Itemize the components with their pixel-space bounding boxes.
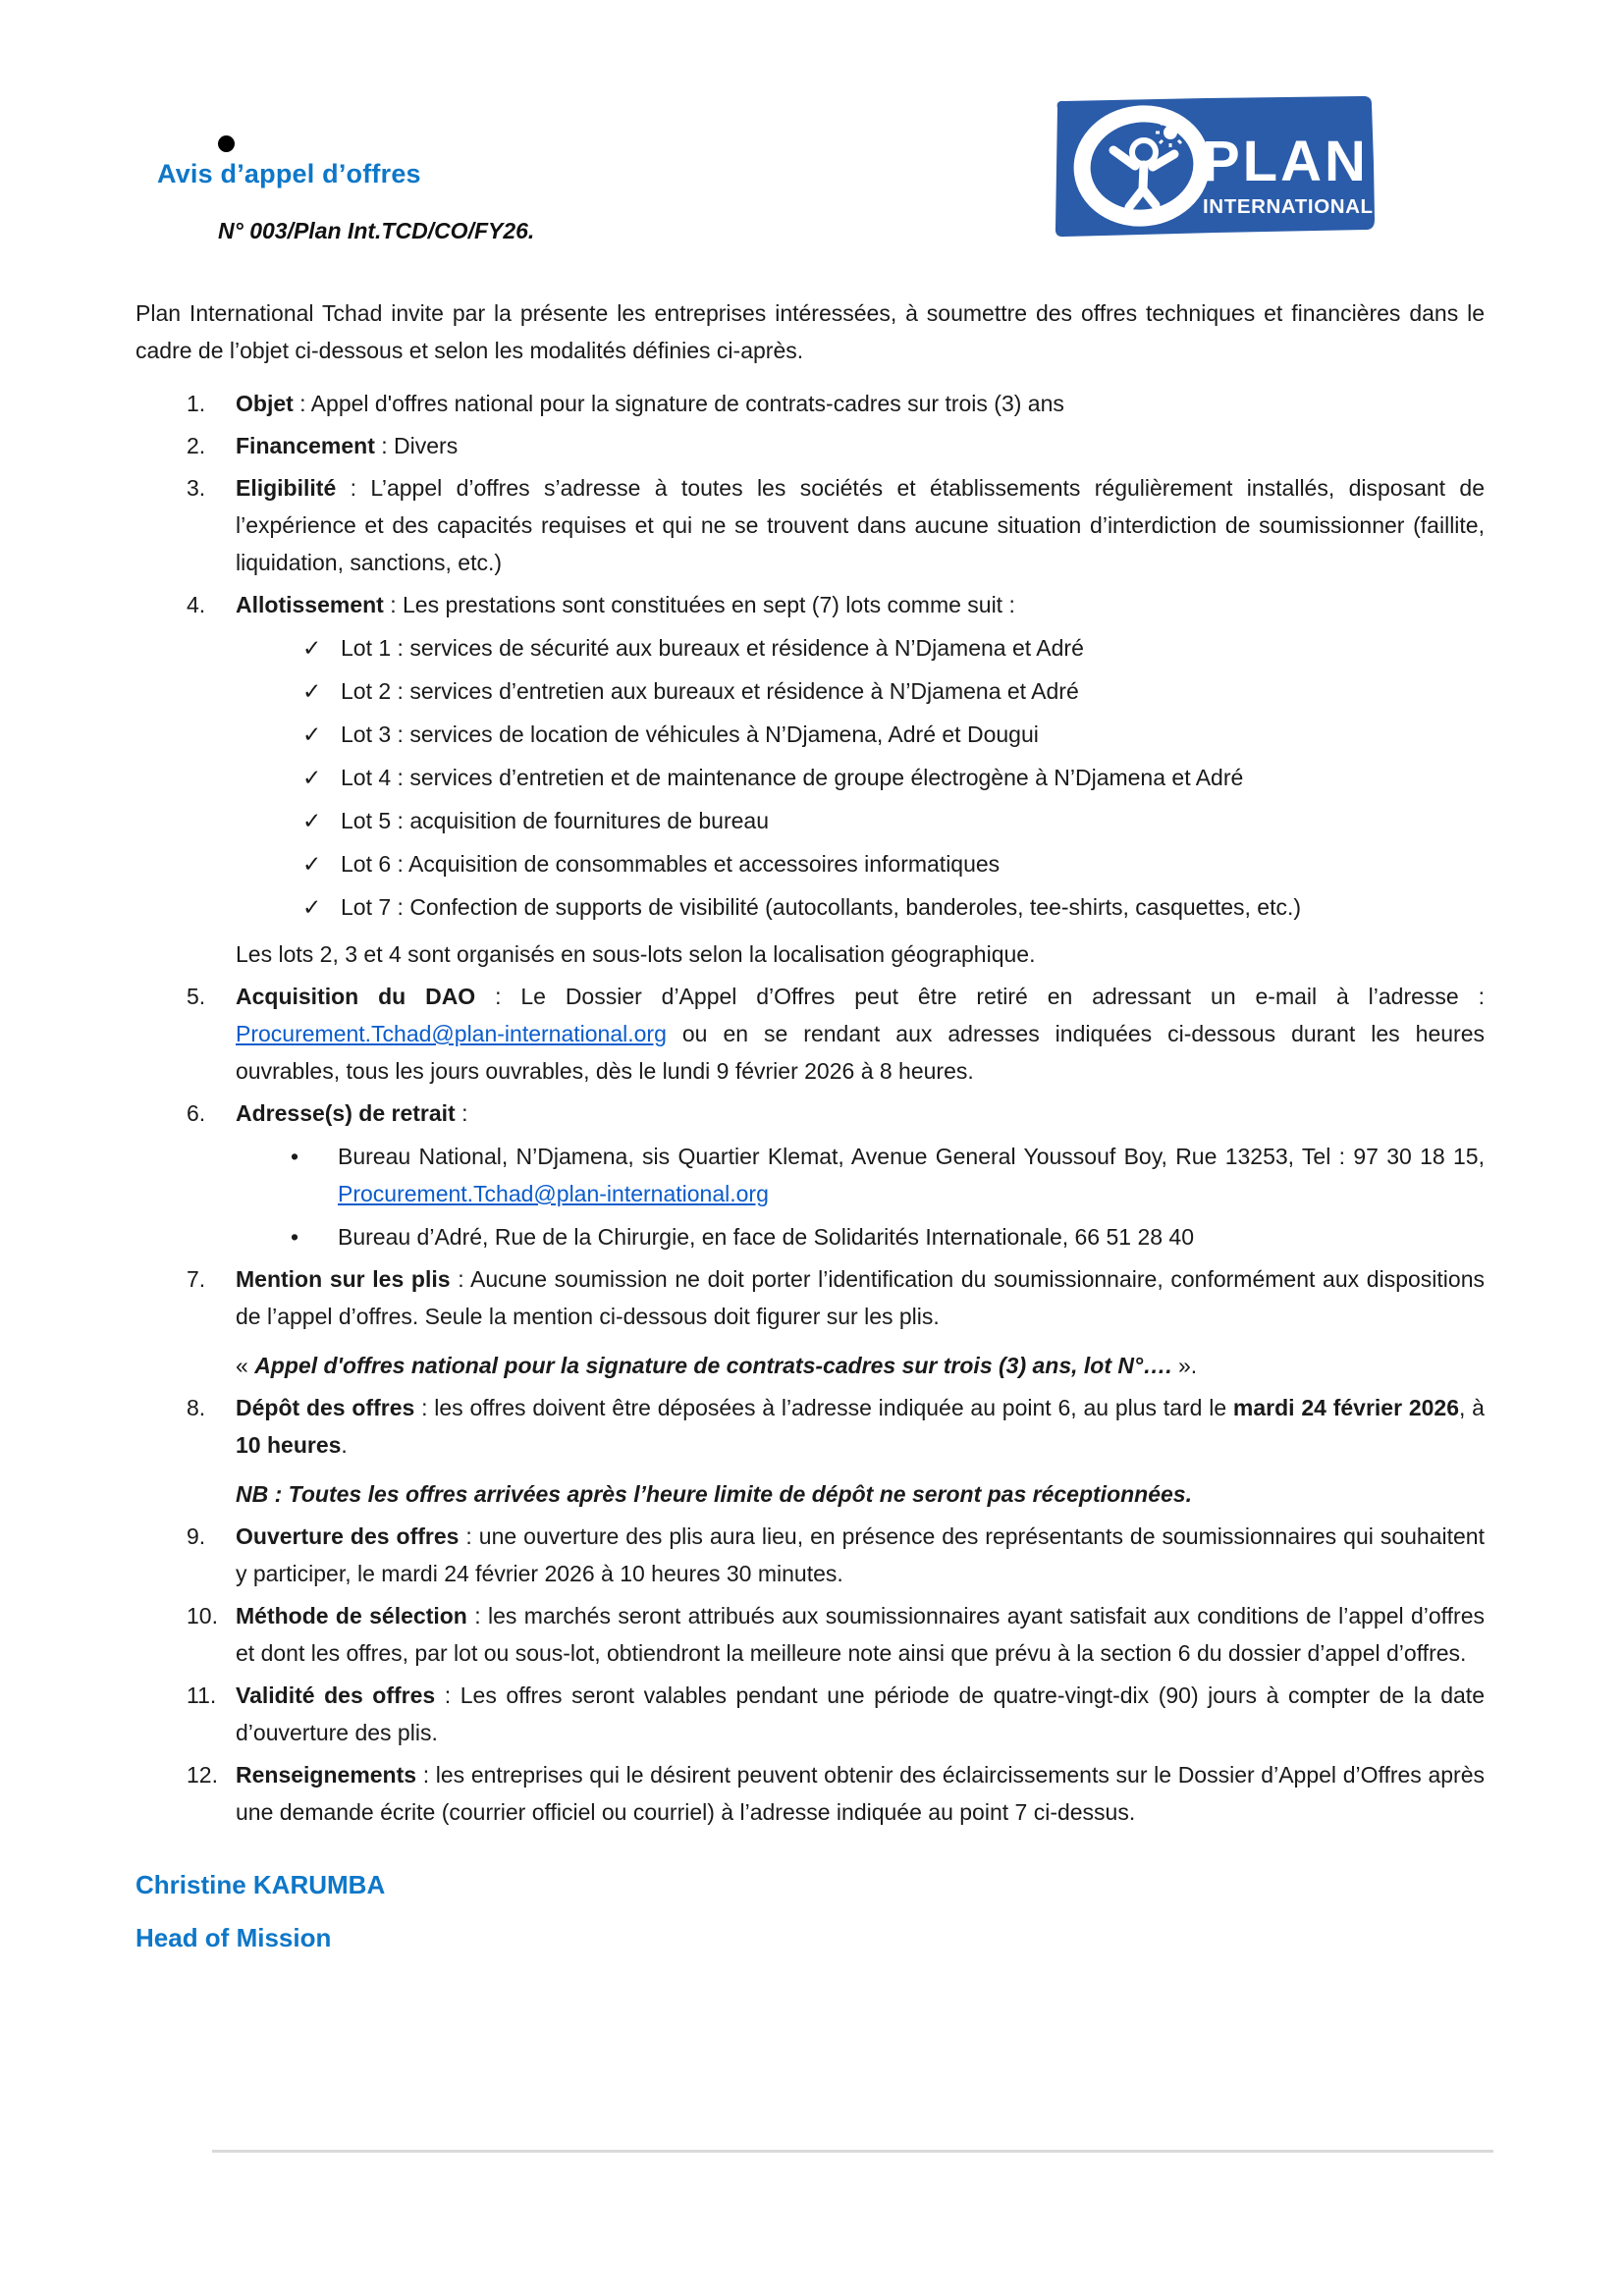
- item-body: [236, 427, 1485, 464]
- check-icon: ✓: [302, 721, 322, 747]
- item-text: [236, 1518, 1485, 1592]
- checklist-item: [236, 888, 1485, 926]
- list-item: [135, 1389, 1485, 1513]
- text-run: :: [455, 1100, 468, 1126]
- text-run: Eligibilité: [236, 475, 337, 501]
- item-number: 9.: [187, 1523, 206, 1549]
- list-item: [135, 586, 1485, 973]
- signature-title: Head of Mission: [135, 1923, 332, 1952]
- item-number: 4.: [187, 592, 206, 617]
- item-body: [236, 586, 1485, 973]
- text-run: ».: [1178, 1353, 1198, 1378]
- text-run: Bureau National, N’Djamena, sis Quartier Klemat, Avenue General Youssouf Boy, Rue 13253, Tel : 97 30 18 15,: [338, 1144, 1485, 1169]
- text-run: Acquisition du DAO: [236, 984, 476, 1009]
- text-run: «: [236, 1353, 255, 1378]
- item-text: [236, 1597, 1485, 1672]
- check-icon: ✓: [302, 851, 322, 877]
- list-item: [135, 1597, 1485, 1672]
- text-run: Mention sur les plis: [236, 1266, 451, 1292]
- item-number: 10.: [187, 1603, 218, 1629]
- text-run: , à: [1459, 1395, 1485, 1420]
- item-number: 2.: [187, 433, 206, 458]
- text-run: 10 heures: [236, 1432, 342, 1458]
- item-body: [236, 1756, 1485, 1831]
- item-number: 3.: [187, 475, 206, 501]
- text-run: Renseignements: [236, 1762, 417, 1788]
- item-body: [236, 978, 1485, 1090]
- text-run: Allotissement: [236, 592, 384, 617]
- item-number: 12.: [187, 1762, 218, 1788]
- list-item: [135, 1518, 1485, 1592]
- text-run: Financement: [236, 433, 375, 458]
- reference-number: N° 003/Plan Int.TCD/CO/FY26.: [218, 218, 535, 243]
- check-label: Lot 3 : services de location de véhicules à N’Djamena, Adré et Dougui: [341, 721, 1039, 747]
- text-run: : Aucune soumission ne doit porter l’identification du soumissionnaire, conformément aux dispositions de l’appel d’offres. Seule la mention ci-dessous doit figurer sur les plis.: [236, 1266, 1485, 1329]
- text-run: Dépôt des offres: [236, 1395, 415, 1420]
- bullet-item: [236, 1138, 1485, 1212]
- text-run: : les marchés seront attribués aux soumissionnaires ayant satisfait aux conditions de l’appel d’offres et dont les offres, par lot ou sous-lot, obtiendront la meilleure note ainsi que prévu à la section 6 du dossier d’appel d’offres.: [236, 1603, 1485, 1666]
- checklist-item: [236, 672, 1485, 710]
- text-run: : une ouverture des plis aura lieu, en présence des représentants de soumissionnaires qui souhaitent y participer, le mardi 24 février 2026 à 10 heures 30 minutes.: [236, 1523, 1485, 1586]
- item-text: [236, 1677, 1485, 1751]
- email-link[interactable]: Procurement.Tchad@plan-international.org: [236, 1021, 667, 1046]
- document-body: [0, 294, 1624, 1831]
- list-item: [135, 385, 1485, 422]
- item-number: 7.: [187, 1266, 206, 1292]
- text-run: ou en se rendant aux adresses indiquées ci-dessous durant les heures ouvrables, tous les jours ouvrables, dès le lundi 9 février 2026 à 8 heures.: [236, 1021, 1485, 1084]
- list-item: [135, 978, 1485, 1090]
- note-paragraph: Les lots 2, 3 et 4 sont organisés en sous-lots selon la localisation géographique.: [236, 941, 1036, 967]
- text-run: Ouverture des offres: [236, 1523, 460, 1549]
- bullet-icon: •: [291, 1224, 299, 1250]
- bullet-label: [338, 1218, 1194, 1255]
- text-run: : Les prestations sont constituées en sept (7) lots comme suit :: [383, 592, 1015, 617]
- item-text: [236, 586, 1485, 623]
- text-run: Validité des offres: [236, 1682, 436, 1708]
- list-item: [135, 1756, 1485, 1831]
- check-icon: ✓: [302, 808, 322, 833]
- text-run: Appel d'offres national pour la signature de contrats-cadres sur trois (3) ans, lot N°….: [254, 1353, 1178, 1378]
- text-run: Bureau d’Adré, Rue de la Chirurgie, en face de Solidarités Internationale, 66 51 28 40: [338, 1224, 1195, 1250]
- document-header: [0, 0, 1624, 294]
- item-number: 6.: [187, 1100, 206, 1126]
- item-body: [236, 1677, 1485, 1751]
- check-icon: ✓: [302, 765, 322, 790]
- item-text: [236, 427, 1485, 464]
- item-number: 5.: [187, 984, 206, 1009]
- item-text: [236, 1260, 1485, 1335]
- text-run: : les offres doivent être déposées à l’adresse indiquée au point 6, au plus tard le: [414, 1395, 1233, 1420]
- text-run: : Appel d'offres national pour la signature de contrats-cadres sur trois (3) ans: [293, 391, 1064, 416]
- item-number: 11.: [187, 1682, 217, 1708]
- nb-note: [236, 1475, 1485, 1513]
- check-icon: ✓: [302, 894, 322, 920]
- checklist-item: [236, 802, 1485, 839]
- text-run: : les entreprises qui le désirent peuvent obtenir des éclaircissements sur le Dossier d’Appel d’Offres après une demande écrite (courrier officiel ou courriel) à l’adresse indiquée au point 7 ci-dessus.: [236, 1762, 1485, 1825]
- item-text: [236, 385, 1485, 422]
- text-run: : Divers: [374, 433, 459, 458]
- check-label: Lot 6 : Acquisition de consommables et accessoires informatiques: [341, 851, 1001, 877]
- list-item: [135, 1260, 1485, 1384]
- checklist-item: [236, 759, 1485, 796]
- logo-wordmark: PLAN: [1202, 130, 1369, 193]
- text-run: mardi 24 février 2026: [1232, 1395, 1459, 1420]
- checklist-item: [236, 716, 1485, 753]
- item-number: 8.: [187, 1395, 206, 1420]
- item-body: [236, 469, 1485, 581]
- checklist-item: [236, 629, 1485, 667]
- check-label: Lot 7 : Confection de supports de visibilité (autocollants, banderoles, tee-shirts, casquettes, etc.): [341, 894, 1302, 920]
- text-run: : L’appel d’offres s’adresse à toutes les sociétés et établissements régulièrement installés, disposant de l’expérience et des capacités requises et qui ne se trouvent dans aucune situation d’interdiction de soumissionner (faillite, liquidation, sanctions, etc.): [236, 475, 1485, 575]
- numbered-list: [135, 385, 1485, 1831]
- list-item: [135, 1677, 1485, 1751]
- item-text: [236, 1095, 1485, 1132]
- list-item: [135, 427, 1485, 464]
- text-run: Adresse(s) de retrait: [236, 1100, 456, 1126]
- text-run: .: [341, 1432, 348, 1458]
- logo-subtext: INTERNATIONAL: [1203, 195, 1374, 218]
- bullet-item: [236, 1218, 1485, 1255]
- signature-block: [0, 1870, 1624, 1952]
- email-link[interactable]: Procurement.Tchad@plan-international.org: [338, 1181, 769, 1206]
- text-run: : Les offres seront valables pendant une période de quatre-vingt-dix (90) jours à compter de la date d’ouverture des plis.: [236, 1682, 1485, 1745]
- item-body: [236, 1095, 1485, 1255]
- check-label: Lot 1 : services de sécurité aux bureaux et résidence à N’Djamena et Adré: [341, 635, 1084, 661]
- page-title: Avis d’appel d’offres: [157, 159, 421, 188]
- plan-international-logo: [1049, 94, 1375, 238]
- item-text: [236, 1756, 1485, 1831]
- text-run: Méthode de sélection: [236, 1603, 467, 1629]
- check-icon: ✓: [302, 678, 322, 704]
- item-text: [236, 1389, 1485, 1464]
- check-label: Lot 5 : acquisition de fournitures de bureau: [341, 808, 770, 833]
- item-text: [236, 469, 1485, 581]
- check-label: Lot 4 : services d’entretien et de maintenance de groupe électrogène à N’Djamena et Adré: [341, 765, 1244, 790]
- item-body: [236, 1389, 1485, 1513]
- item-body: [236, 1260, 1485, 1384]
- checklist-item: [236, 845, 1485, 882]
- item-text: [236, 978, 1485, 1090]
- text-run: : Le Dossier d’Appel d’Offres peut être retiré en adressant un e-mail à l’adresse :: [475, 984, 1485, 1009]
- list-item: [135, 469, 1485, 581]
- item-body: [236, 1597, 1485, 1672]
- bullet-icon: •: [291, 1144, 299, 1169]
- footer-rule: [212, 2150, 1493, 2153]
- check-label: Lot 2 : services d’entretien aux bureaux et résidence à N’Djamena et Adré: [341, 678, 1079, 704]
- intro-paragraph: Plan International Tchad invite par la présente les entreprises intéressées, à soumettre des offres techniques et financières dans le cadre de l’objet ci-dessous et selon les modalités définies ci-après.: [135, 300, 1485, 363]
- text-run: Objet: [236, 391, 294, 416]
- check-icon: ✓: [302, 635, 322, 661]
- item-body: [236, 385, 1485, 422]
- item-number: 1.: [187, 391, 206, 416]
- text-run: NB : Toutes les offres arrivées après l’heure limite de dépôt ne seront pas réceptionnées.: [236, 1481, 1192, 1507]
- item-body: [236, 1518, 1485, 1592]
- quote-line: [236, 1347, 1485, 1384]
- bullet-dot-icon: [218, 135, 235, 152]
- signature-name: Christine KARUMBA: [135, 1870, 386, 1899]
- list-item: [135, 1095, 1485, 1255]
- bullet-label: [338, 1138, 1485, 1212]
